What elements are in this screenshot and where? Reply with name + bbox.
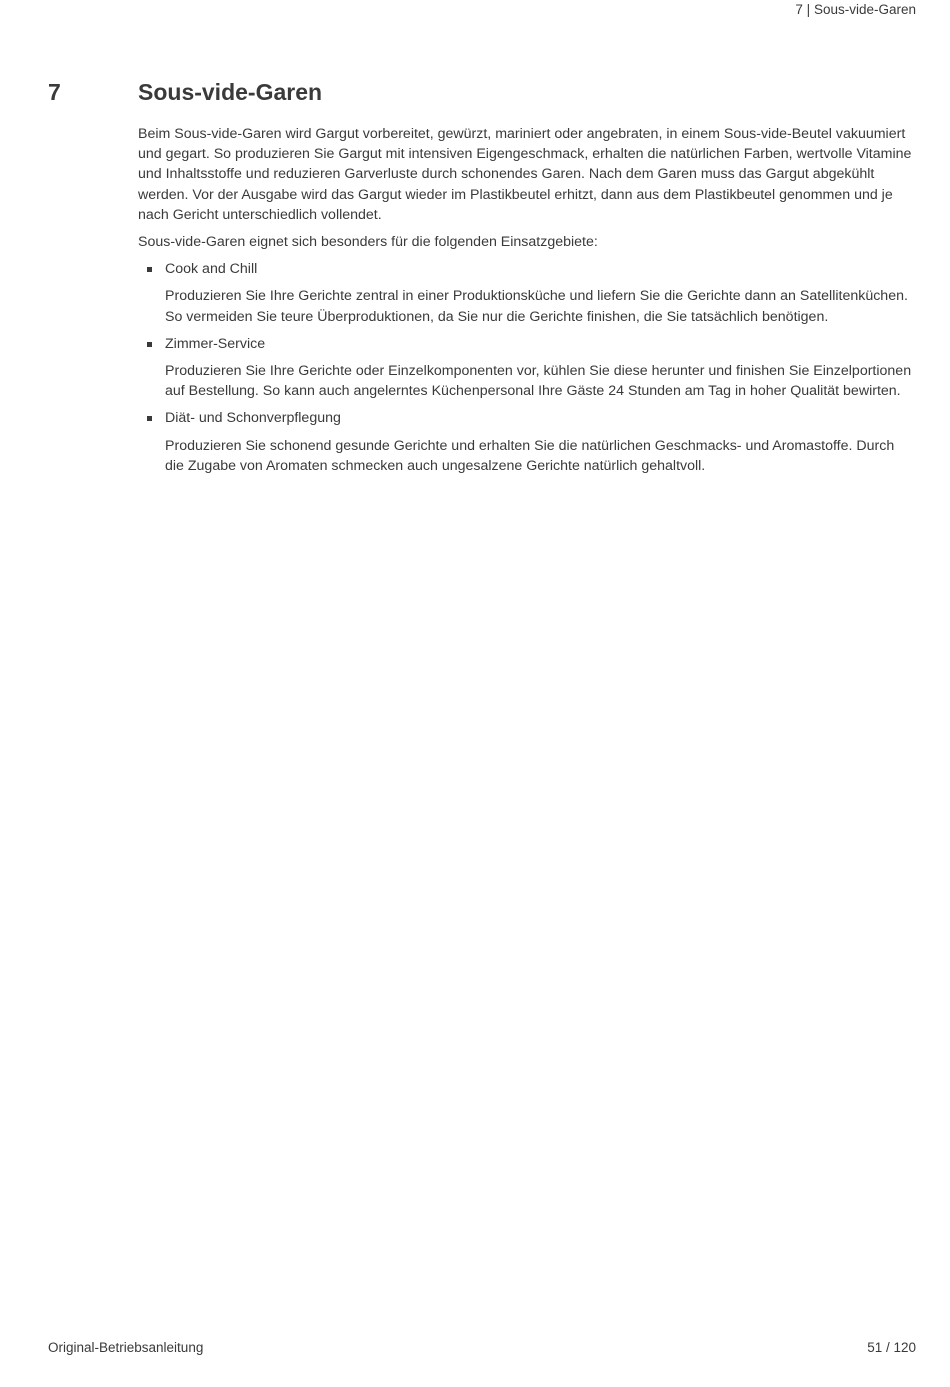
square-bullet-icon <box>147 267 152 272</box>
list-item-zimmer-service <box>138 334 914 402</box>
chapter-title: Sous-vide-Garen <box>138 79 323 105</box>
chapter-number: 7 <box>48 79 61 105</box>
footer-page-number: 51 / 120 <box>867 1340 916 1355</box>
footer-document-title: Original-Betriebsanleitung <box>48 1340 204 1355</box>
list-item-description: Produzieren Sie Ihre Gerichte oder Einzelkomponenten vor, kühlen Sie diese herunter und finishen Sie Einzelportionen auf Bestellung. So kann auch angelerntes Küchenpersonal Ihre Gäste 24 Stunden am Tag in hoher Qualität bewirten. <box>165 363 912 400</box>
application-list <box>138 259 914 476</box>
list-item-title: Zimmer-Service <box>165 335 266 352</box>
running-header: 7 | Sous-vide-Garen <box>795 2 916 17</box>
list-item-title: Diät- und Schonverpflegung <box>165 410 341 427</box>
list-item-diaet-schonverpflegung <box>138 408 914 476</box>
list-item-cook-and-chill <box>138 259 914 327</box>
square-bullet-icon <box>147 342 152 347</box>
list-item-title: Cook and Chill <box>165 261 258 278</box>
list-item-description: Produzieren Sie Ihre Gerichte zentral in einer Produktionsküche und liefern Sie die Gerichte dann an Satellitenküchen. So vermeiden Sie teure Überproduktionen, da Sie nur die Gerichte finishen, die Sie tatsächlich benötigen. <box>165 288 908 325</box>
chapter-content <box>138 124 914 483</box>
square-bullet-icon <box>147 416 152 421</box>
lead-in-paragraph: Sous-vide-Garen eignet sich besonders für die folgenden Einsatzgebiete: <box>138 234 598 251</box>
intro-paragraph: Beim Sous-vide-Garen wird Gargut vorbereitet, gewürzt, mariniert oder angebraten, in einem Sous-vide-Beutel vakuumiert und gegart. So produzieren Sie Gargut mit intensiven Eigengeschmack, erhalten die natürlichen Farben, wertvolle Vitamine und Inhaltsstoffe und reduzieren Garverluste durch schonendes Garen. Nach dem Garen muss das Gargut abgekühlt werden. Vor der Ausgabe wird das Gargut wieder im Plastikbeutel erhitzt, dann aus dem Plastikbeutel genommen und je nach Gericht unterschiedlich vollendet. <box>138 126 912 223</box>
list-item-description: Produzieren Sie schonend gesunde Gerichte und erhalten Sie die natürlichen Geschmacks- und Aromastoffe. Durch die Zugabe von Aromaten schmecken auch ungesalzene Gerichte natürlich gehaltvoll. <box>165 437 895 474</box>
